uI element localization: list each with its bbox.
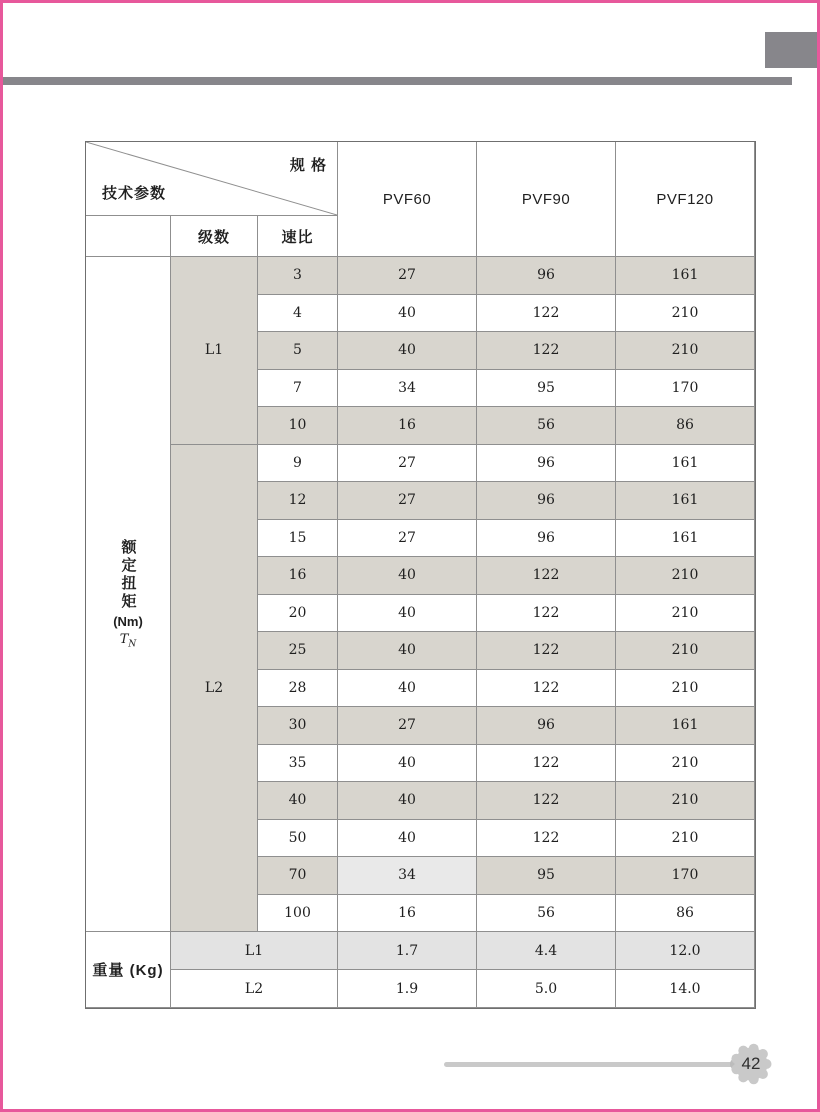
speed-ratio-cell: 3	[258, 257, 338, 295]
torque-value-cell: 95	[477, 857, 616, 895]
weight-value-cell: 1.7	[338, 932, 477, 970]
speed-ratio-cell: 5	[258, 332, 338, 370]
header-gray-square	[765, 32, 817, 68]
torque-value-cell: 56	[477, 895, 616, 933]
torque-value-cell: 122	[477, 820, 616, 858]
speed-ratio-cell: 25	[258, 632, 338, 670]
torque-value-cell: 122	[477, 632, 616, 670]
torque-symbol: $T_N$	[119, 631, 137, 650]
stage-group-cell: L1	[171, 257, 258, 445]
torque-value-cell: 40	[338, 632, 477, 670]
speed-ratio-cell: 10	[258, 407, 338, 445]
torque-value-cell: 96	[477, 257, 616, 295]
torque-value-cell: 40	[338, 782, 477, 820]
torque-value-cell: 40	[338, 820, 477, 858]
weight-group-cell: L2	[171, 970, 338, 1008]
torque-value-cell: 210	[616, 745, 755, 783]
torque-value-cell: 210	[616, 332, 755, 370]
torque-value-cell: 161	[616, 707, 755, 745]
speed-ratio-cell: 9	[258, 445, 338, 483]
corner-label-parameters: 技术参数	[102, 185, 167, 202]
torque-value-cell: 161	[616, 445, 755, 483]
corner-label-spec: 规 格	[289, 157, 327, 174]
torque-label-cell	[86, 257, 171, 932]
torque-value-cell: 170	[616, 370, 755, 408]
torque-value-cell: 34	[338, 370, 477, 408]
torque-value-cell: 161	[616, 482, 755, 520]
torque-value-cell: 86	[616, 895, 755, 933]
torque-value-cell: 40	[338, 557, 477, 595]
torque-value-cell: 56	[477, 407, 616, 445]
torque-value-cell: 210	[616, 595, 755, 633]
torque-value-cell: 96	[477, 445, 616, 483]
torque-value-cell: 161	[616, 520, 755, 558]
weight-label-cell: 重量 (Kg)	[86, 932, 171, 1008]
model-header-pvf120: PVF120	[616, 142, 755, 257]
torque-value-cell: 27	[338, 257, 477, 295]
speed-ratio-cell: 16	[258, 557, 338, 595]
speed-ratio-cell: 4	[258, 295, 338, 333]
torque-value-cell: 122	[477, 557, 616, 595]
torque-value-cell: 40	[338, 332, 477, 370]
torque-value-cell: 122	[477, 595, 616, 633]
corner-diagonal-cell	[86, 142, 338, 216]
speed-ratio-cell: 70	[258, 857, 338, 895]
weight-value-cell: 12.0	[616, 932, 755, 970]
torque-value-cell: 122	[477, 332, 616, 370]
torque-value-cell: 27	[338, 520, 477, 558]
torque-value-cell: 27	[338, 445, 477, 483]
torque-value-cell: 122	[477, 782, 616, 820]
torque-value-cell: 122	[477, 295, 616, 333]
torque-value-cell: 210	[616, 782, 755, 820]
torque-value-cell: 40	[338, 670, 477, 708]
torque-value-cell: 210	[616, 632, 755, 670]
torque-value-cell: 16	[338, 407, 477, 445]
torque-value-cell: 210	[616, 670, 755, 708]
torque-value-cell: 34	[338, 857, 477, 895]
torque-value-cell: 210	[616, 557, 755, 595]
speed-ratio-cell: 20	[258, 595, 338, 633]
torque-value-cell: 96	[477, 482, 616, 520]
torque-value-cell: 40	[338, 295, 477, 333]
weight-group-cell: L1	[171, 932, 338, 970]
speed-ratio-cell: 7	[258, 370, 338, 408]
ratio-header: 速比	[258, 216, 338, 257]
torque-value-cell: 40	[338, 595, 477, 633]
torque-value-cell: 16	[338, 895, 477, 933]
model-header-pvf90: PVF90	[477, 142, 616, 257]
footer-rule	[444, 1062, 735, 1067]
speed-ratio-cell: 40	[258, 782, 338, 820]
speed-ratio-cell: 15	[258, 520, 338, 558]
torque-value-cell: 96	[477, 520, 616, 558]
speed-ratio-cell: 35	[258, 745, 338, 783]
torque-value-cell: 122	[477, 745, 616, 783]
torque-value-cell: 161	[616, 257, 755, 295]
torque-value-cell: 96	[477, 707, 616, 745]
diagonal-line	[86, 142, 337, 215]
model-header-pvf60: PVF60	[338, 142, 477, 257]
torque-value-cell: 27	[338, 482, 477, 520]
torque-unit: (Nm)	[113, 613, 143, 629]
page-number: 42	[741, 1054, 761, 1073]
torque-value-cell: 210	[616, 820, 755, 858]
speed-ratio-cell: 12	[258, 482, 338, 520]
torque-value-cell: 40	[338, 745, 477, 783]
torque-value-cell: 27	[338, 707, 477, 745]
speed-ratio-cell: 50	[258, 820, 338, 858]
header-gray-bar	[3, 77, 792, 85]
page-number-badge	[727, 1040, 775, 1088]
spec-table	[85, 141, 756, 1009]
header-empty-cell	[86, 216, 171, 257]
torque-value-cell: 86	[616, 407, 755, 445]
torque-value-cell: 170	[616, 857, 755, 895]
weight-value-cell: 5.0	[477, 970, 616, 1008]
stage-header: 级数	[171, 216, 258, 257]
weight-value-cell: 14.0	[616, 970, 755, 1008]
torque-value-cell: 122	[477, 670, 616, 708]
weight-value-cell: 1.9	[338, 970, 477, 1008]
speed-ratio-cell: 30	[258, 707, 338, 745]
weight-value-cell: 4.4	[477, 932, 616, 970]
torque-label-vertical: 额定扭矩	[119, 538, 137, 611]
torque-value-cell: 210	[616, 295, 755, 333]
speed-ratio-cell: 100	[258, 895, 338, 933]
torque-value-cell: 95	[477, 370, 616, 408]
speed-ratio-cell: 28	[258, 670, 338, 708]
stage-group-cell: L2	[171, 445, 258, 933]
